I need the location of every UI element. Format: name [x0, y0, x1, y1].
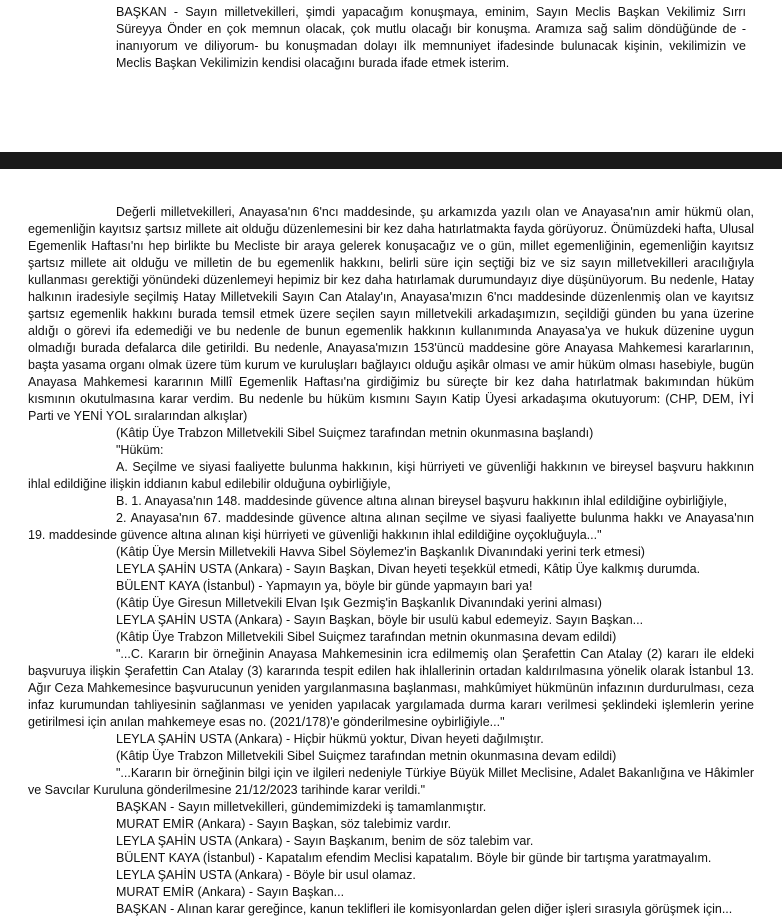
paragraph: LEYLA ŞAHİN USTA (Ankara) - Sayın Başkan, böyle bir usulü kabul edemeyiz. Sayın Başkan... [116, 613, 644, 627]
paragraph: LEYLA ŞAHİN USTA (Ankara) - Sayın Başkanım, benim de söz talebim var. [116, 834, 534, 848]
paragraph: BAŞKAN - Sayın milletvekilleri, gündemimizdeki iş tamamlanmıştır. [116, 800, 487, 814]
paragraph: B. 1. Anayasa'nın 148. maddesinde güvence altına alınan bireysel başvuru hakkının ihlal edildiğine oybirliğiyle, [116, 494, 728, 508]
paragraph: LEYLA ŞAHİN USTA (Ankara) - Hiçbir hükmü yoktur, Divan heyeti dağılmıştır. [116, 732, 544, 746]
paragraph: "...C. Kararın bir örneğinin Anayasa Mahkemesinin icra edilmemiş olan Şerafettin Can Atalay (2) kararı ile eldeki başvuruya ilişkin Şerafettin Can Atalay (3) kararında tespit edilen hak ihlallerinin ortadan kaldırılmasına yönelik olarak İstanbul 13. Ağır Ceza Mahkemesince başvurucunun yeniden yargılanmasına başlanması, mahkûmiyet hükmünün infazının durdurulması, ceza infaz kurumundan tahliyesinin sağlanması ve yeniden yapılacak yargılamada durma kararı verilmesi şeklindeki işlemlerin yerine getirilmesi için anılan mahkemeye esas no. (2021/178)'e gönderilmesine oybirliğiyle..." [28, 647, 754, 729]
paragraph: (Kâtip Üye Trabzon Milletvekili Sibel Suiçmez tarafından metnin okunmasına başlandı) [116, 426, 594, 440]
paragraph: BAŞKAN - Alınan karar gereğince, kanun teklifleri ile komisyonlardan gelen diğer işleri sırasıyla görüşmek için... [116, 902, 733, 916]
paragraph: (Kâtip Üye Mersin Milletvekili Havva Sibel Söylemez'in Başkanlık Divanındaki yerini terk etmesi) [116, 545, 645, 559]
paragraph: LEYLA ŞAHİN USTA (Ankara) - Böyle bir usul olamaz. [116, 868, 416, 882]
paragraph: 2. Anayasa'nın 67. maddesinde güvence altına alınan seçilme ve siyasi faaliyette bulunma hakkı ve Anayasa'nın 19. maddesinde güvence altına alınan kişi hürriyeti ve güvenliği hakkının ihlal edildiğine oyçokluğuyla..." [28, 511, 754, 542]
top-text-block [0, 4, 782, 72]
paragraph: Değerli milletvekilleri, Anayasa'nın 6'ncı maddesinde, şu arkamızda yazılı olan ve Anayasa'nın amir hükmü olan, egemenliğin kayıtsız şartsız millete ait olduğu düzenlemesini bir kez daha hatırlatmakta fayda görüyoruz. Önümüzdeki hafta, Ulusal Egemenlik Haftası'nı hep birlikte bu Mecliste bir araya gelerek konuşacağız ve o gün, millet egemenliğinin, egemenliğin kayıtsız şartsız millete ait olduğu ve milletin de bu egemenlik hakkını, belirli süre için seçtiği biz ve siz sayın milletvekilleri aracılığıyla kullanması gerektiği yönündeki düzenlemeyi hepimiz bir kez daha hatırlamak durumundayız diye düşünüyorum. Bu nedenle, Hatay halkının iradesiyle seçilmiş Hatay Milletvekili Sayın Can Atalay'ın, Anayasa'mızın 6'ncı maddesinde düzenlenmiş olan ve kayıtsız şartsız egemenlik hakkını burada temsil etmek üzere seçilen sayın milletvekili arkadaşımızın, seçildiği günden bu yana üzerine aldığı o görevi ifa edemediği ve bu nedenle de bunun egemenlik hakkının kullanımında Anayasa'ya ve hukuk düzenine uygun olmadığı burada defalarca dile getirildi. Bu nedenle, Anayasa'mızın 153'üncü maddesine göre Anayasa Mahkemesi kararlarının, başta yasama organı olmak üzere tüm kurum ve kuruluşları bağlayıcı olduğu aşikâr olması ve amir hüküm olması hasebiyle, bugün Anayasa Mahkemesi kararının Millî Egemenlik Haftası'na girdiğimiz bu süreçte bir kez daha hatırlatmak bakımından hüküm kısmının okutulmasına karar verdim. Bu nedenle bu hüküm kısmını Sayın Katip Üyesi arkadaşıma okutuyorum: (CHP, DEM, İYİ Parti ve YENİ YOL sıralarından alkışlar) [28, 205, 754, 423]
paragraph: (Kâtip Üye Giresun Milletvekili Elvan Işık Gezmiş'in Başkanlık Divanındaki yerini alması) [116, 596, 602, 610]
paragraph: "...Kararın bir örneğinin bilgi için ve ilgileri nedeniyle Türkiye Büyük Millet Meclisine, Adalet Bakanlığına ve Hâkimler ve Savcılar Kuruluna gönderilmesine 21/12/2023 tarihinde karar verildi." [28, 766, 754, 797]
paragraph: MURAT EMİR (Ankara) - Sayın Başkan... [116, 885, 345, 899]
page-divider [0, 152, 782, 169]
paragraph: LEYLA ŞAHİN USTA (Ankara) - Sayın Başkan, Divan heyeti teşekkül etmedi, Kâtip Üye kalkmış durumda. [116, 562, 701, 576]
paragraph: BÜLENT KAYA (İstanbul) - Yapmayın ya, böyle bir günde yapmayın bari ya! [116, 579, 533, 593]
paragraph: BÜLENT KAYA (İstanbul) - Kapatalım efendim Meclisi kapatalım. Böyle bir günde bir tartışma yaratmayalım. [116, 851, 712, 865]
paragraph: (Kâtip Üye Trabzon Milletvekili Sibel Suiçmez tarafından metnin okunmasına devam edildi) [116, 630, 617, 644]
paragraph: MURAT EMİR (Ankara) - Sayın Başkan, söz talebimiz vardır. [116, 817, 452, 831]
paragraph: (Kâtip Üye Trabzon Milletvekili Sibel Suiçmez tarafından metnin okunmasına devam edildi) [116, 749, 617, 763]
paragraph: A. Seçilme ve siyasi faaliyette bulunma hakkının, kişi hürriyeti ve güvenliği hakkının ve bireysel başvuru hakkının ihlal edildiğine ilişkin iddianın kabul edilebilir olduğuna oybirliğiyle, [28, 460, 754, 491]
paragraph: "Hüküm: [116, 443, 164, 457]
bottom-text-block [0, 204, 782, 918]
paragraph: BAŞKAN - Sayın milletvekilleri, şimdi yapacağım konuşmaya, eminim, Sayın Meclis Başkan Vekilimiz Sırrı Süreyya Önder en çok memnun olacak, çok mutlu olacağı bir konuşma. Aramıza sağ salim döndüğünde de -inanıyorum ve diliyorum- bu konuşmadan dolayı ilk memnuniyet ifadesinde bulunacak kişinin, vekilimizin ve Meclis Başkan Vekilimizin kendisi olacağını burada ifade etmek isterim. [116, 5, 746, 70]
